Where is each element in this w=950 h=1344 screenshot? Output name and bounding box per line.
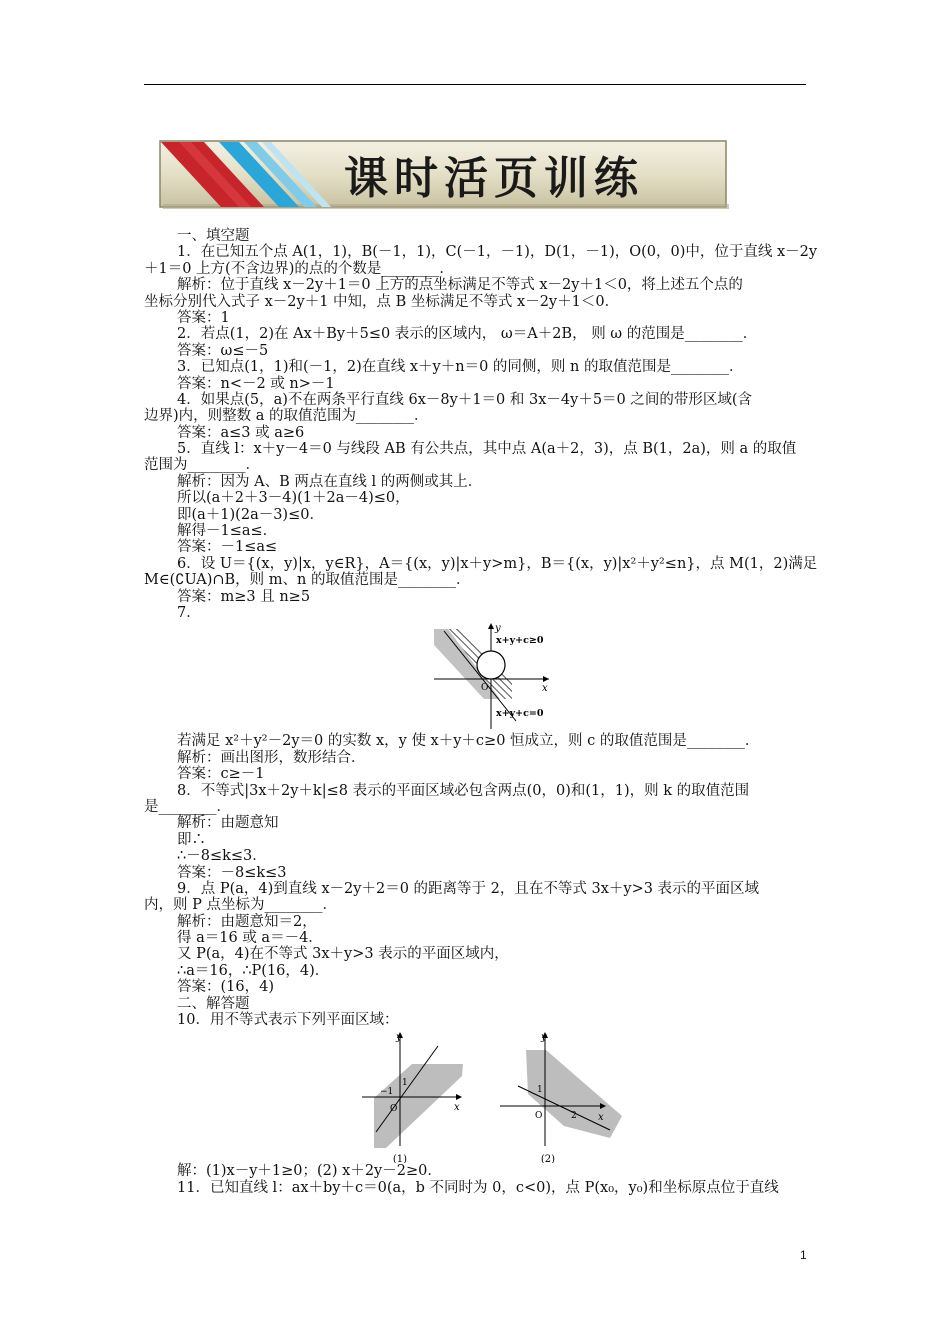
fig10-left-axis-y: y [396,1032,402,1044]
text-line: 解析：由题意知＝2， [177,913,317,930]
fig7-origin: O [481,683,489,694]
text-line: 答案：1 [177,309,230,326]
text-line: 解析：由题意知 [177,815,279,832]
text-line: 9．点 P(a，4)到直线 x－2y＋2＝0 的距离等于 2，且在不等式 3x＋y>3 表示的平面区域 [177,880,760,897]
header-rule [144,84,806,85]
text-block-1 [144,228,818,621]
text-line: 即∴ [177,831,206,848]
banner [159,140,729,210]
text-line: M∈(∁UA)∩B，则 m、n 的取值范围是________． [144,572,471,589]
fig7-axis-x: x [542,683,548,695]
text-line: 得 a＝16 或 a＝－4． [177,930,323,947]
text-line: 内，则 P 点坐标为________． [144,897,337,914]
text-line: 是________． [144,798,231,815]
fig10-left-origin: O [390,1104,398,1115]
fig7-line-label: x+y+c=0 [496,708,544,720]
text-line: 解：(1)x－y＋1≥0；(2) x＋2y－2≥0． [177,1163,442,1180]
page-number: 1 [800,1248,807,1262]
text-line: 范围为________． [144,457,260,474]
text-line: 解析：因为 A、B 两点在直线 l 的两侧或其上． [177,473,483,490]
text-line: 8．不等式|3x＋2y＋k|≤8 表示的平面区域必包含两点(0，0)和(1，1)，则 k 的取值范围 [177,782,750,799]
text-line: 答案：a≤3 或 a≥6 [177,424,305,441]
fig7-region-label: x+y+c≥0 [496,635,544,647]
text-line: 坐标分别代入式子 x－2y＋1 中知，点 B 坐标满足不等式 x－2y＋1＜0． [144,293,620,310]
text-line: 即(a＋1)(2a－3)≤0． [177,506,324,523]
text-block-3 [144,1163,806,1196]
text-line: 1．在已知五个点 A(1，1)，B(－1，1)，C(－1，－1)，D(1，－1)，O(0，0)中，位于直线 x－2y [177,244,818,261]
text-line: 10．用不等式表示下列平面区域： [177,1012,399,1029]
text-line: 又 P(a，4)在不等式 3x＋y>3 表示的平面区域内， [177,946,509,963]
fig10-right-tick-y: 1 [537,1085,543,1096]
fig7-axis-y: y [495,623,501,635]
fig10-left-axis-x: x [454,1102,460,1114]
text-line: 答案：c≥－1 [177,766,265,783]
text-line: 答案：－1≤a≤ [177,539,278,556]
text-line: 答案：n<－2 或 n>－1 [177,375,335,392]
fig10-right-axis-y: y [541,1032,547,1044]
text-block-2 [144,733,806,1028]
text-line: 若满足 x²＋y²－2y＝0 的实数 x，y 使 x＋y＋c≥0 恒成立，则 c 的取值范围是________． [177,733,760,750]
fig10-right-axis-x: x [598,1112,604,1124]
document-body [144,228,818,1196]
text-line: 解得－1≤a≤． [177,523,278,540]
text-line: ∴a＝16，∴P(16，4)． [177,962,330,979]
text-line: 11．已知直线 l：ax＋by＋c＝0(a，b 不同时为 0，c<0)，点 P(x₀，y₀)和坐标原点位于直线 [177,1179,779,1196]
text-line: 5．直线 l：x＋y－4＝0 与线段 AB 有公共点，其中点 A(a＋2，3)，点 B(1，2a)，则 a 的取值 [177,441,797,458]
text-line: 答案：－8≤k≤3 [177,864,287,881]
text-line: ∴－8≤k≤3． [177,848,267,865]
figure-q7 [144,621,806,733]
text-line: 一、填空题 [177,228,250,244]
banner-title: 课时活页训练 [344,153,644,204]
text-line: 7． [177,604,201,621]
text-line: 边界)内，则整数 a 的取值范围为________． [144,408,429,425]
text-line: 二、解答题 [177,995,250,1012]
figure-q10 [144,1028,806,1163]
text-line: 所以(a＋2＋3－4)(1＋2a－4)≤0， [177,490,410,507]
text-line: 答案：(16，4) [177,979,274,996]
text-line: 2．若点(1，2)在 Ax＋By＋5≤0 表示的区域内， ω＝A＋2B， 则 ω 的范围是________． [177,326,758,343]
text-line: 6．设 U＝{(x，y)|x，y∈R}，A＝{(x，y)|x＋y>m}，B＝{(x，y)|x²＋y²≤n}，点 M(1，2)满足 [177,555,818,572]
text-line: 3．已知点(1，1)和(－1，2)在直线 x＋y＋n＝0 的同侧，则 n 的取值范围是________． [177,359,744,376]
text-line: 答案：ω≤－5 [177,342,269,359]
fig10-right-origin: O [535,1111,543,1122]
text-line: 解析：画出图形，数形结合． [177,749,366,766]
text-line: ＋1＝0 上方(不含边界)的点的个数是________． [144,260,454,277]
text-line: 解析：位于直线 x－2y＋1＝0 上方的点坐标满足不等式 x－2y＋1＜0，将上述五个点的 [177,277,743,294]
fig10-left-tick-x: −1 [380,1087,394,1098]
text-line: 答案：m≥3 且 n≥5 [177,588,311,605]
text-line: 4．如果点(5，a)不在两条平行直线 6x－8y＋1＝0 和 3x－4y＋5＝0 之间的带形区域(含 [177,391,753,408]
fig10-right-tick-x: 2 [571,1111,577,1122]
fig10-right-caption: (2) [540,1154,556,1164]
fig10-left-tick-y: 1 [402,1078,408,1089]
fig10-left-caption: (1) [392,1154,408,1164]
